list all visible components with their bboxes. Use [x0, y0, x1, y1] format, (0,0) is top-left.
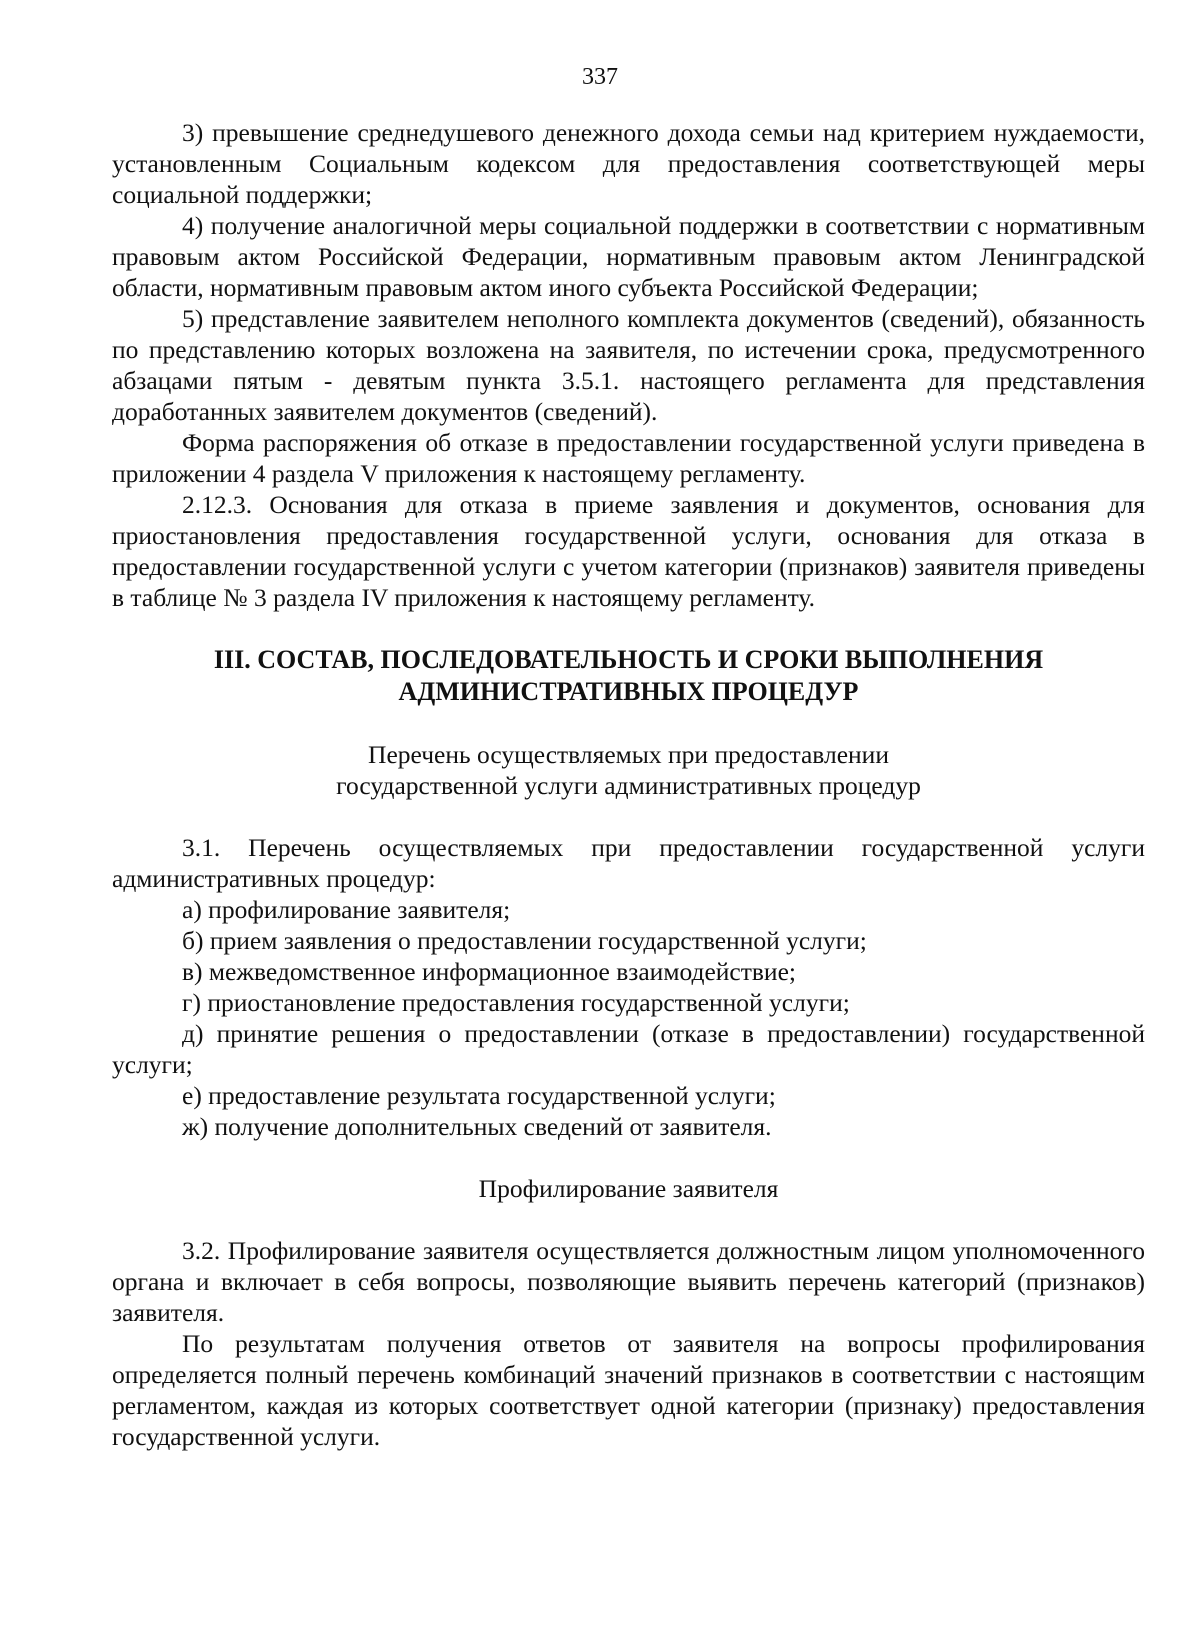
document-body — [112, 117, 1145, 1452]
section-heading-line-1: III. СОСТАВ, ПОСЛЕДОВАТЕЛЬНОСТЬ И СРОКИ ВЫПОЛНЕНИЯ — [213, 645, 1044, 674]
paragraph-2-12-3: 2.12.3. Основания для отказа в приеме заявления и документов, основания для приостановления предоставления государственной услуги, основания для отказа в предоставлении государственной услуги с учетом категории (признаков) заявителя приведены в таблице № 3 раздела IV приложения к настоящему регламенту. — [112, 490, 1145, 612]
paragraph-item-4: 4) получение аналогичной меры социальной поддержки в соответствии с нормативным правовым актом Российской Федерации, нормативным правовым актом Ленинградской области, нормативным правовым актом иного субъекта Российской Федерации; — [112, 211, 1145, 302]
spacer — [112, 1204, 1145, 1235]
list-item-a: а) профилирование заявителя; — [182, 895, 511, 924]
list-item-zh: ж) получение дополнительных сведений от заявителя. — [182, 1112, 772, 1141]
list-item-b: б) прием заявления о предоставлении государственной услуги; — [182, 926, 867, 955]
paragraph-refusal-form: Форма распоряжения об отказе в предоставлении государственной услуги приведена в приложении 4 раздела V приложения к настоящему регламенту. — [112, 428, 1145, 488]
section-heading-line-2: АДМИНИСТРАТИВНЫХ ПРОЦЕДУР — [398, 677, 859, 706]
paragraph-3-1: 3.1. Перечень осуществляемых при предоставлении государственной услуги административных процедур: — [112, 833, 1145, 893]
paragraph-item-3: 3) превышение среднедушевого денежного дохода семьи над критерием нуждаемости, установленным Социальным кодексом для предоставления соответствующей меры социальной поддержки; — [112, 118, 1145, 209]
section-heading — [112, 644, 1145, 708]
list-item-e: е) предоставление результата государственной услуги; — [182, 1081, 776, 1110]
subheading-procedures-line-2: государственной услуги административных процедур — [336, 771, 921, 800]
subheading-procedures-line-1: Перечень осуществляемых при предоставлении — [368, 740, 889, 769]
paragraph-item-5: 5) представление заявителем неполного комплекта документов (сведений), обязанность по представлению которых возложена на заявителя, по истечении срока, предусмотренного абзацами пятым - девятым пункта 3.5.1. настоящего регламента для представления доработанных заявителем документов (сведений). — [112, 304, 1145, 426]
list-item-d: д) принятие решения о предоставлении (отказе в предоставлении) государственной услуги; — [112, 1019, 1145, 1079]
spacer — [112, 801, 1145, 832]
subheading-procedures — [112, 739, 1145, 801]
paragraph-profiling-results: По результатам получения ответов от заявителя на вопросы профилирования определяется полный перечень комбинаций значений признаков в соответствии с настоящим регламентом, каждая из которых соответствует одной категории (признаку) предоставления государственной услуги. — [112, 1329, 1145, 1451]
subheading-profiling: Профилирование заявителя — [478, 1174, 779, 1203]
page-number: 337 — [582, 64, 618, 90]
list-item-v: в) межведомственное информационное взаимодействие; — [182, 957, 796, 986]
paragraph-3-2: 3.2. Профилирование заявителя осуществляется должностным лицом уполномоченного органа и включает в себя вопросы, позволяющие выявить перечень категорий (признаков) заявителя. — [112, 1236, 1145, 1327]
list-item-g: г) приостановление предоставления государственной услуги; — [182, 988, 850, 1017]
